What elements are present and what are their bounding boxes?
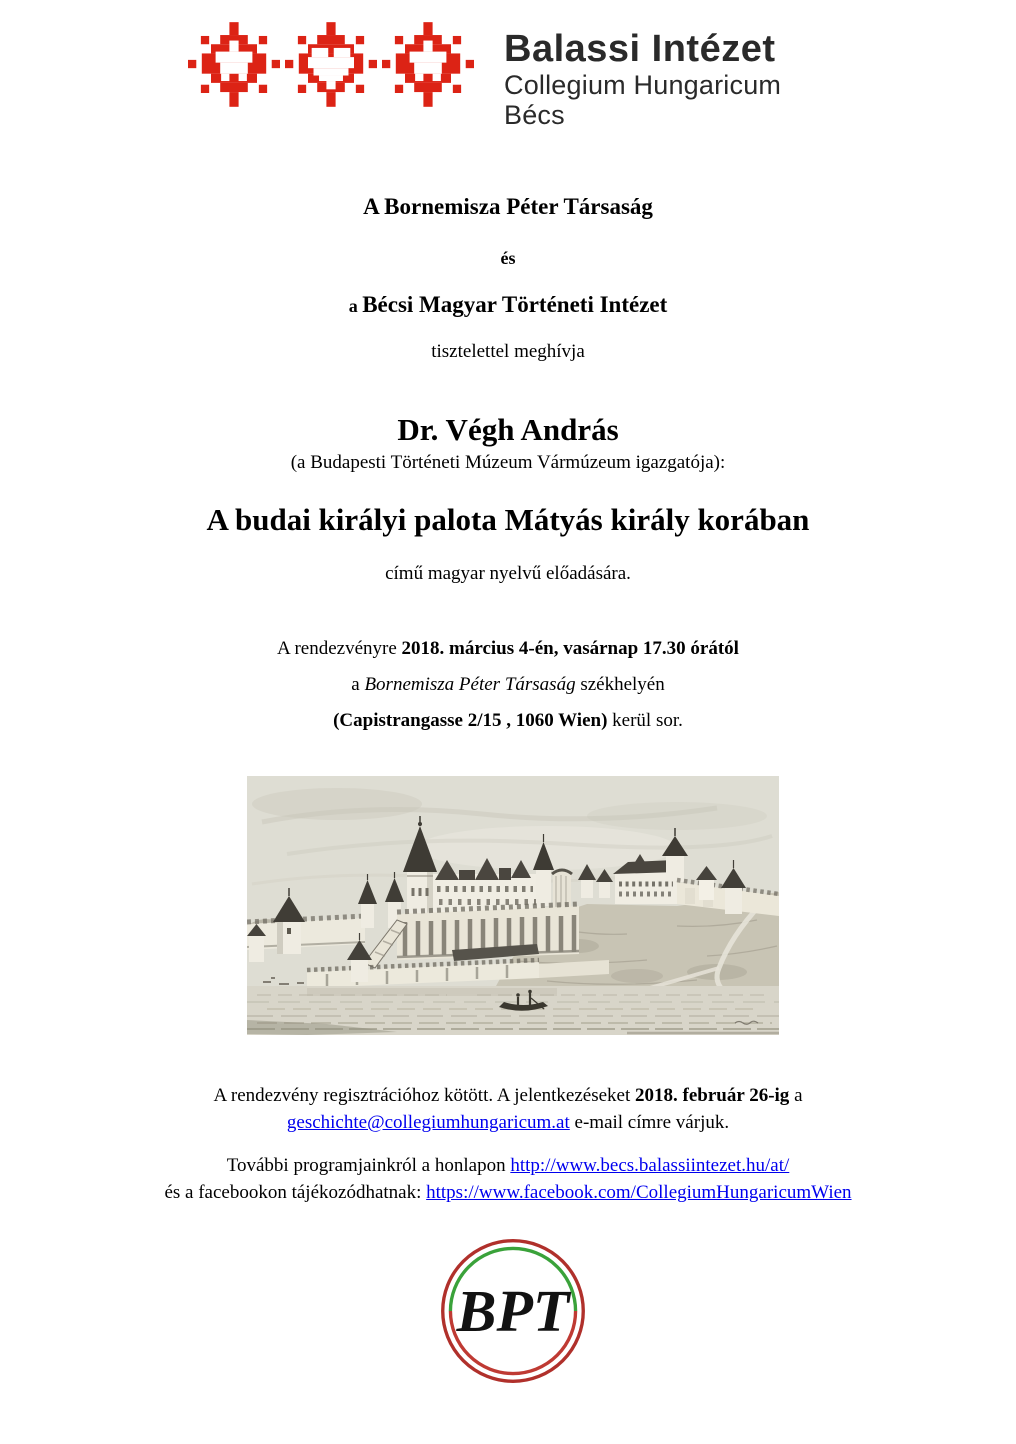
bpt-logo-image <box>436 1234 590 1388</box>
reg-article: a <box>789 1085 803 1106</box>
event-details <box>0 631 1016 739</box>
institute-bold-name: Bécsi Magyar Történeti Intézet <box>362 292 668 317</box>
event-address-line <box>0 703 1016 739</box>
logo-motifs <box>188 22 474 118</box>
institute-name: Balassi Intézet <box>504 28 776 70</box>
embroidery-tulip-motif-icon <box>382 22 474 118</box>
event-venue-article: a <box>351 674 365 695</box>
embroidery-heart-motif-icon <box>285 22 377 118</box>
lecture-subtitle: című magyar nyelvű előadására. <box>385 563 631 584</box>
reg-deadline: 2018. február 26-ig <box>635 1085 790 1106</box>
website-line <box>0 1152 1016 1179</box>
speaker-name: Dr. Végh András <box>397 412 619 447</box>
event-venue-line <box>0 667 1016 703</box>
bpt-society-logo <box>436 1234 590 1388</box>
institute-subtitle: Collegium Hungaricum <box>504 70 782 100</box>
event-date: 2018. március 4-én, vasárnap 17.30 órától <box>401 638 739 659</box>
event-date-prefix: A rendezvényre <box>277 638 402 659</box>
registration-note <box>0 1082 1016 1136</box>
article-text: a <box>348 296 363 316</box>
engraving-image <box>247 776 779 1035</box>
facebook-prefix: és a facebookon tájékozódhatnak: <box>164 1182 427 1203</box>
invite-line: tisztelettel meghívja <box>431 341 585 362</box>
email-suffix: e-mail címre várjuk. <box>569 1112 730 1133</box>
event-date-line <box>0 631 1016 667</box>
balassi-logo <box>188 22 781 130</box>
registration-line <box>0 1082 1016 1109</box>
lecture-title: A budai királyi palota Mátyás király korában <box>206 502 810 537</box>
institute-name-block <box>504 22 781 130</box>
bpt-letters: BPT <box>456 1278 570 1345</box>
speaker-role: (a Budapesti Történeti Múzeum Vármúzeum igazgatója): <box>290 452 726 473</box>
event-address: (Capistrangasse 2/15 , 1060 Wien) <box>333 710 608 731</box>
website-link[interactable]: http://www.becs.balassiintezet.hu/at/ <box>510 1155 790 1176</box>
email-line <box>0 1109 1016 1136</box>
event-venue-suffix: székhelyén <box>575 674 665 695</box>
event-venue-name: Bornemisza Péter Társaság <box>364 674 576 695</box>
website-prefix: További programjainkról a honlapon <box>226 1155 511 1176</box>
institute-city: Bécs <box>504 100 565 130</box>
buda-castle-engraving <box>247 776 779 1035</box>
host-society-name: A Bornemisza Péter Társaság <box>363 194 653 219</box>
embroidery-tulip-motif-icon <box>188 22 280 118</box>
programs-note <box>0 1152 1016 1206</box>
facebook-link[interactable]: https://www.facebook.com/CollegiumHungaricumWien <box>426 1182 852 1203</box>
conjunction-text: és <box>500 248 516 268</box>
email-link[interactable]: geschichte@collegiumhungaricum.at <box>286 1112 570 1133</box>
facebook-line <box>0 1179 1016 1206</box>
host-institute-name <box>0 292 1016 318</box>
event-address-suffix: kerül sor. <box>607 710 683 731</box>
reg-text: A rendezvény regisztrációhoz kötött. A jelentkezéseket <box>213 1085 636 1106</box>
